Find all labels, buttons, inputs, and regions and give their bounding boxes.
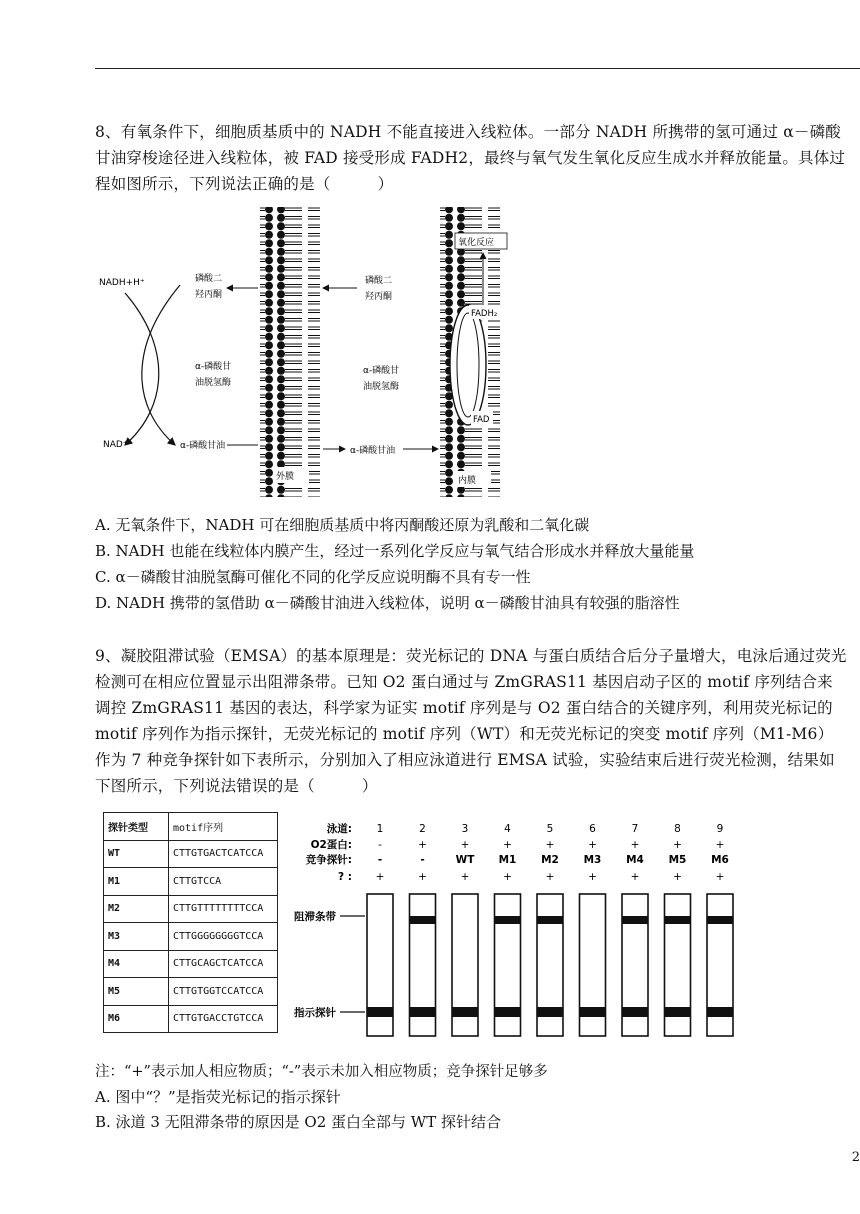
lane-number: 4 xyxy=(504,823,511,835)
free-probe-band xyxy=(537,1007,563,1017)
retarded-band xyxy=(622,916,648,924)
o2-sign: + xyxy=(673,839,682,851)
table-cell: CTTGTCCA xyxy=(169,868,278,896)
free-probe-band xyxy=(410,1007,436,1017)
fadh2-label: FADH₂ xyxy=(471,309,498,319)
free-probe-band xyxy=(367,1007,393,1017)
free-probe-band xyxy=(622,1007,648,1017)
competitor-label: M5 xyxy=(668,854,687,866)
outer-membrane-label: 外膜 xyxy=(276,472,295,482)
outer-membrane-bilayer xyxy=(260,207,320,497)
table-row xyxy=(104,868,278,896)
question-sign: + xyxy=(503,871,512,883)
o2-sign: + xyxy=(715,839,725,851)
retarded-band xyxy=(665,916,691,924)
q8-option-c: C. α－磷酸甘油脱氢酶可催化不同的化学反应说明酶不具有专一性 xyxy=(95,568,531,586)
table-cell: M2 xyxy=(104,895,169,923)
table-cell: M1 xyxy=(104,868,169,896)
lane-number: 8 xyxy=(674,823,681,835)
q9-stem: 9、凝胶阻滞试验（EMSA）的基本原理是：荧光标记的 DNA 与蛋白质结合后分子量增大，电泳后通过荧光检测可在相应位置显示出阻滞条带。已知 O2 蛋白通过与 ZmGRAS11 基因启动子区的 motif 序列结合来调控 ZmGRAS11 基因的表达，科学家为证实 motif 序列是与 O2 蛋白结合的关键序列，利用荧光标记的 motif 序列作为指示探针，无荧光标记的 motif 序列（WT）和无荧光标记的突变 motif 序列（M1-M6）作为 7 种竞争探针如下表所示，分别加入了相应泳道进行 EMSA 试验，实验结束后进行荧光检测，结果如下图所示，下列说法错误的是（ ） xyxy=(95,647,847,795)
svg-text:羟丙酮: 羟丙酮 xyxy=(195,290,223,300)
competitor-label: M3 xyxy=(583,854,602,866)
nadh-label: NADH+H⁺ xyxy=(99,278,145,288)
q8-stem: 8、有氧条件下，细胞质基质中的 NADH 不能直接进入线粒体。一部分 NADH 所携带的氢可通过 α－磷酸甘油穿梭途径进入线粒体，被 FAD 接受形成 FADH2，最终与氧气发生氧化反应生成水并释放能量。具体过程如图所示，下列说法正确的是（ ） xyxy=(95,123,846,193)
svg-text:油脱氢酶: 油脱氢酶 xyxy=(363,382,400,392)
competitor-label: M2 xyxy=(541,854,559,866)
table-header-cell: 探针类型 xyxy=(104,813,169,841)
o2-sign: - xyxy=(378,839,382,851)
nad-label: NAD⁺ xyxy=(103,440,128,450)
gel-row-label: 泳道: xyxy=(326,823,352,835)
svg-text:羟丙酮: 羟丙酮 xyxy=(365,292,393,302)
header-rule xyxy=(95,68,860,69)
g3p-right-label: α-磷酸甘油 xyxy=(350,446,396,456)
table-cell: WT xyxy=(104,840,169,868)
lane-number: 2 xyxy=(419,823,426,835)
table-cell: M4 xyxy=(104,950,169,978)
table-cell: CTTGTGACTCATCCA xyxy=(169,840,278,868)
lane-number: 3 xyxy=(461,823,469,835)
retarded-band xyxy=(707,916,733,924)
q8-option-b: B. NADH 也能在线粒体内膜产生，经过一系列化学反应与氧气结合形成水并释放大量能量 xyxy=(95,542,695,560)
lane-number: 6 xyxy=(589,823,596,835)
gel-row-label: ? : xyxy=(338,871,352,883)
retarded-band xyxy=(495,916,521,924)
lane-number: 5 xyxy=(546,823,554,835)
competitor-label: - xyxy=(420,854,425,866)
table-cell: CTTGTGGTCCATCCA xyxy=(169,978,278,1006)
retarded-band xyxy=(410,916,436,924)
gel-row-label: 竞争探针: xyxy=(305,854,352,866)
question-sign: + xyxy=(418,871,427,883)
table-cell: M6 xyxy=(104,1005,169,1033)
competitor-label: M6 xyxy=(711,854,729,866)
dhap-left-label: 磷酸二 xyxy=(195,274,223,284)
table-header-row xyxy=(104,813,278,841)
table-header-cell: motif序列 xyxy=(169,813,278,841)
fad-label: FAD xyxy=(473,415,490,425)
fad-enzyme-complex xyxy=(450,305,486,425)
table-row xyxy=(104,840,278,868)
lane-number: 9 xyxy=(716,823,724,835)
dhap-arrow xyxy=(142,285,180,445)
o2-sign: + xyxy=(418,839,427,851)
probe-table xyxy=(103,812,278,1033)
table-cell: CTTGGGGGGGGTCCA xyxy=(169,923,278,951)
table-cell: CTTGTTTTTTTTCCA xyxy=(169,895,278,923)
table-row xyxy=(104,1005,278,1033)
lane-number: 7 xyxy=(631,823,639,835)
competitor-label: - xyxy=(377,854,383,866)
gel-row-label: O2蛋白: xyxy=(310,839,352,851)
question-sign: + xyxy=(460,871,470,883)
q8-option-d: D. NADH 携带的氢借助 α－磷酸甘油进入线粒体，说明 α－磷酸甘油具有较强的脂溶性 xyxy=(95,594,680,612)
svg-text:油脱氢酶: 油脱氢酶 xyxy=(195,378,232,388)
competitor-label: M4 xyxy=(626,854,644,866)
q9-option-b: B. 泳道 3 无阻滞条带的原因是 O2 蛋白全部与 WT 探针结合 xyxy=(95,1113,501,1131)
table-cell: M3 xyxy=(104,923,169,951)
free-probe-band xyxy=(580,1007,606,1017)
table-cell: CTTGTGACCTGTCCA xyxy=(169,1005,278,1033)
table-row xyxy=(104,895,278,923)
free-probe-band xyxy=(495,1007,521,1017)
q9-option-a: A. 图中“？”是指荧光标记的指示探针 xyxy=(95,1088,341,1106)
q8-figure xyxy=(95,205,525,505)
free-probe-band xyxy=(452,1007,478,1017)
free-probe-band xyxy=(707,1007,733,1017)
question-sign: + xyxy=(673,871,682,883)
retarded-band-label: 阻滞条带 xyxy=(294,911,336,923)
question-sign: + xyxy=(375,871,385,883)
table-row xyxy=(104,978,278,1006)
q9-note: 注：“+”表示加人相应物质；“-”表示未加入相应物质；竞争探针足够多 xyxy=(95,1064,548,1080)
o2-sign: + xyxy=(503,839,512,851)
competitor-label: WT xyxy=(455,854,475,866)
table-row xyxy=(104,950,278,978)
g3p-left-label: α-磷酸甘油 xyxy=(180,441,226,451)
lane-number: 1 xyxy=(376,823,384,835)
page-number: 2 xyxy=(851,1150,860,1165)
q8-option-a: A. 无氧条件下，NADH 可在细胞质基质中将丙酮酸还原为乳酸和二氧化碳 xyxy=(95,516,590,534)
free-probe-band xyxy=(665,1007,691,1017)
question-sign: + xyxy=(630,871,640,883)
oxidation-label: 氧化反应 xyxy=(458,238,495,248)
question-sign: + xyxy=(588,871,597,883)
competitor-label: M1 xyxy=(498,854,517,866)
table-row xyxy=(104,923,278,951)
retarded-band xyxy=(537,916,563,924)
table-cell: M5 xyxy=(104,978,169,1006)
o2-sign: + xyxy=(630,839,640,851)
question-sign: + xyxy=(545,871,555,883)
dhap-right-label: 磷酸二 xyxy=(365,276,393,286)
enzyme-left-label: α-磷酸甘 xyxy=(195,362,232,372)
probe-label: 指示探针 xyxy=(294,1007,336,1019)
o2-sign: + xyxy=(545,839,555,851)
table-cell: CTTGCAGCTCATCCA xyxy=(169,950,278,978)
enzyme-right-label: α-磷酸甘 xyxy=(363,366,400,376)
question-sign: + xyxy=(715,871,725,883)
emsa-gel-figure xyxy=(290,818,740,1048)
o2-sign: + xyxy=(460,839,470,851)
o2-sign: + xyxy=(588,839,597,851)
inner-membrane-label: 内膜 xyxy=(458,476,477,486)
